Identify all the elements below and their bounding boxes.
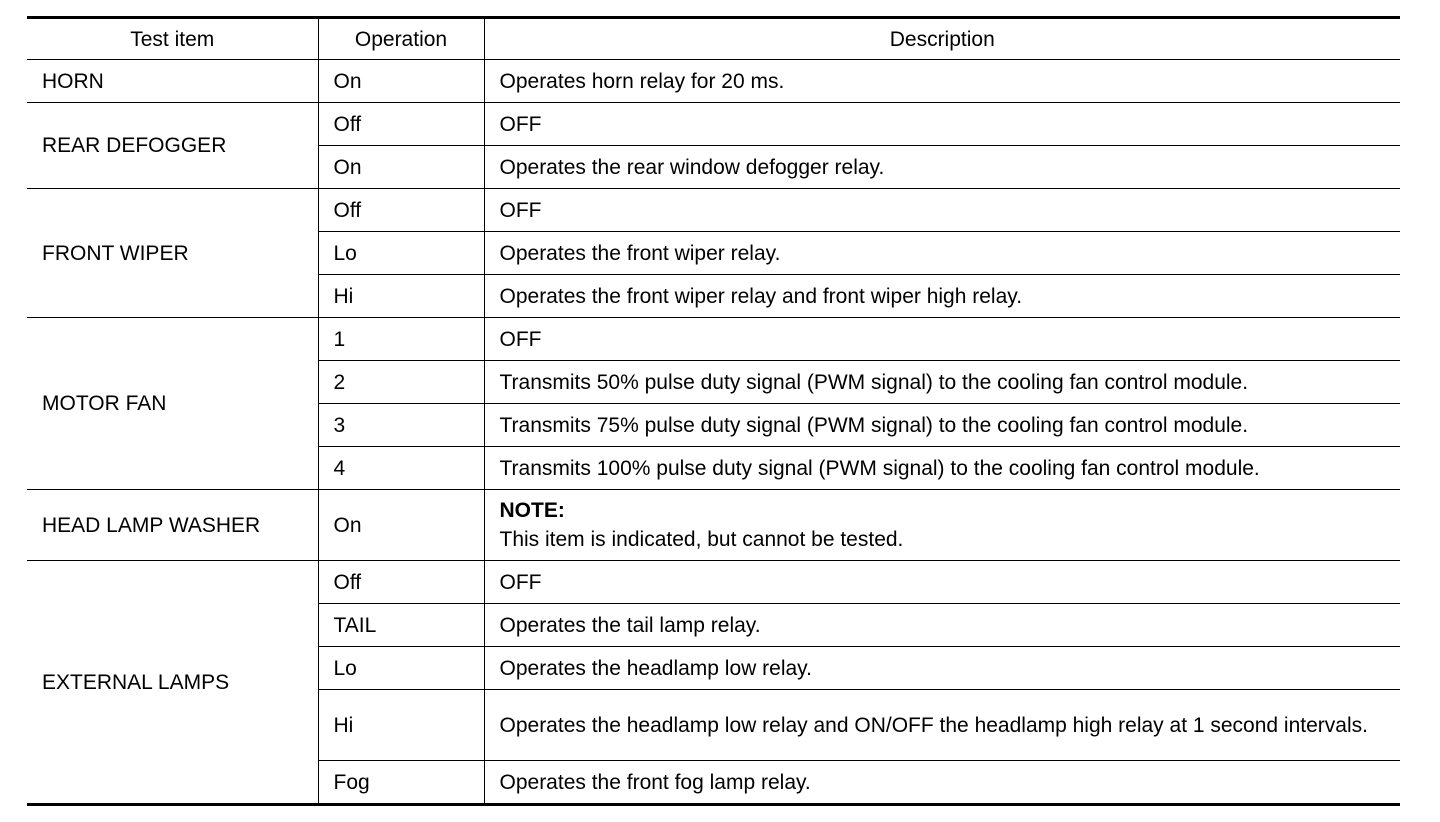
description-cell: Operates the front wiper relay.	[484, 232, 1400, 275]
table-header-row	[27, 18, 1400, 60]
operation-cell: 3	[318, 404, 484, 447]
table-row	[27, 103, 1400, 146]
description-cell: Operates the tail lamp relay.	[484, 604, 1400, 647]
description-cell: Operates the rear window defogger relay.	[484, 146, 1400, 189]
description-cell	[484, 490, 1400, 561]
operation-cell: Off	[318, 561, 484, 604]
column-header-description: Description	[484, 18, 1400, 60]
description-cell: Operates the front fog lamp relay.	[484, 761, 1400, 805]
operation-cell: 4	[318, 447, 484, 490]
operation-cell: On	[318, 490, 484, 561]
table-row	[27, 490, 1400, 561]
description-cell: OFF	[484, 561, 1400, 604]
test-item-head-lamp-washer: HEAD LAMP WASHER	[27, 490, 318, 561]
operation-cell: On	[318, 146, 484, 189]
operation-cell: Hi	[318, 690, 484, 761]
operation-cell: 2	[318, 361, 484, 404]
note-text: This item is indicated, but cannot be tested.	[499, 528, 904, 551]
description-cell: OFF	[484, 189, 1400, 232]
column-header-test-item: Test item	[27, 18, 318, 60]
operation-cell: On	[318, 60, 484, 103]
operation-cell: TAIL	[318, 604, 484, 647]
test-item-table	[27, 16, 1400, 806]
note-title: NOTE:	[499, 499, 565, 522]
description-cell: OFF	[484, 103, 1400, 146]
test-item-front-wiper: FRONT WIPER	[27, 189, 318, 318]
description-cell: Operates horn relay for 20 ms.	[484, 60, 1400, 103]
test-item-motor-fan: MOTOR FAN	[27, 318, 318, 490]
test-item-horn: HORN	[27, 60, 318, 103]
description-cell: Transmits 50% pulse duty signal (PWM signal) to the cooling fan control module.	[484, 361, 1400, 404]
test-item-external-lamps: EXTERNAL LAMPS	[27, 561, 318, 805]
table-row	[27, 561, 1400, 604]
description-cell: OFF	[484, 318, 1400, 361]
operation-cell: Lo	[318, 232, 484, 275]
description-cell: Operates the headlamp low relay and ON/OFF the headlamp high relay at 1 second intervals.	[484, 690, 1400, 761]
operation-cell: Fog	[318, 761, 484, 805]
description-cell: Transmits 75% pulse duty signal (PWM signal) to the cooling fan control module.	[484, 404, 1400, 447]
description-cell: Operates the front wiper relay and front wiper high relay.	[484, 275, 1400, 318]
table-row	[27, 60, 1400, 103]
table-row	[27, 318, 1400, 361]
description-cell: Operates the headlamp low relay.	[484, 647, 1400, 690]
test-item-rear-defogger: REAR DEFOGGER	[27, 103, 318, 189]
table-row	[27, 189, 1400, 232]
column-header-operation: Operation	[318, 18, 484, 60]
operation-cell: Off	[318, 103, 484, 146]
description-cell: Transmits 100% pulse duty signal (PWM signal) to the cooling fan control module.	[484, 447, 1400, 490]
operation-cell: Hi	[318, 275, 484, 318]
operation-cell: Lo	[318, 647, 484, 690]
operation-cell: 1	[318, 318, 484, 361]
operation-cell: Off	[318, 189, 484, 232]
